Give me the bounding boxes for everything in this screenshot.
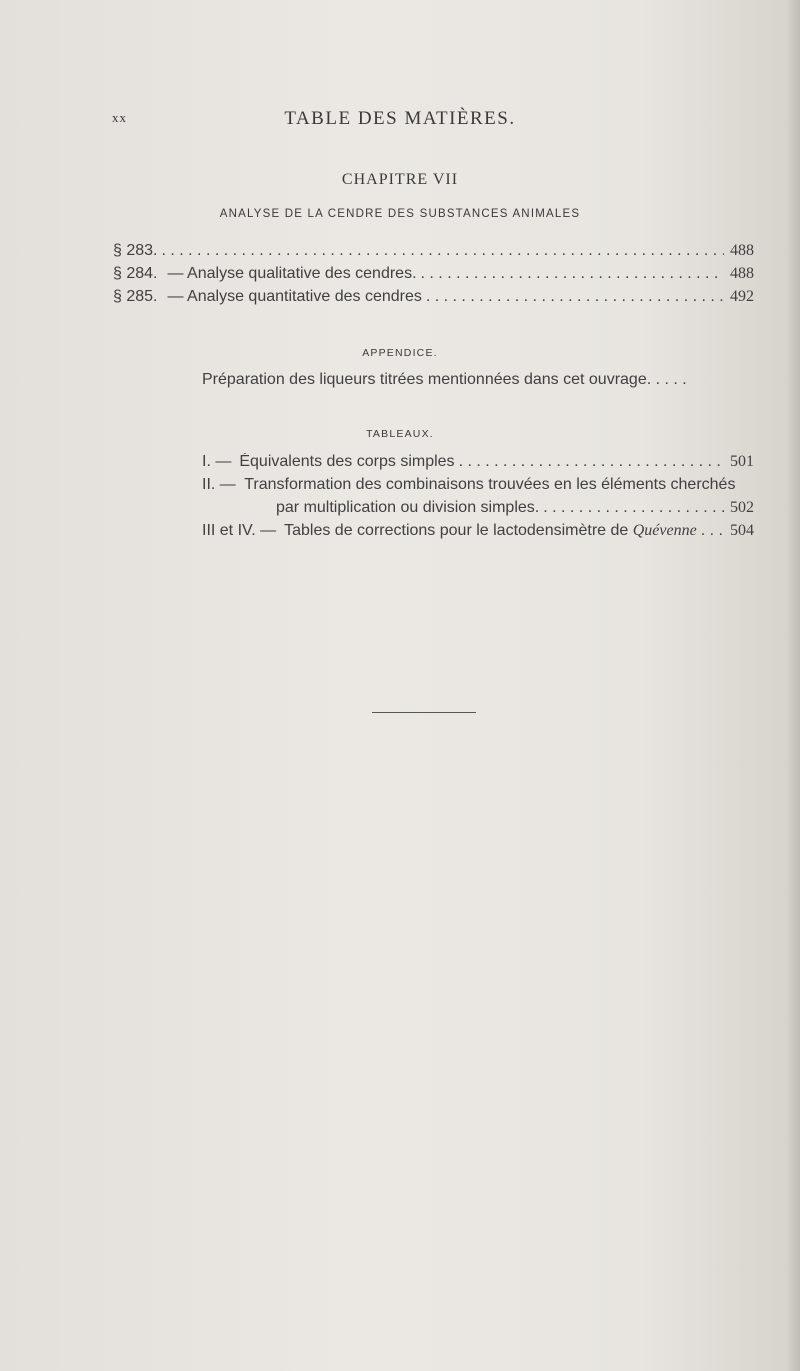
running-head	[0, 108, 800, 132]
page-folio: xx	[112, 110, 127, 125]
tableaux-heading: TABLEAUX.	[366, 428, 434, 440]
entry-label: Transformation des combinaisons trouvées en les éléments cherchés	[244, 476, 736, 493]
table-entry-1	[202, 453, 754, 471]
toc-entry-285	[113, 288, 754, 306]
entry-label-continued: par multiplication ou division simples.	[276, 499, 540, 516]
chapter-subtitle: ANALYSE DE LA CENDRE DES SUBSTANCES ANIMALES	[219, 208, 581, 220]
page-number: 492	[730, 288, 754, 305]
entry-label-text: Tables de corrections pour le lactodensimètre de	[284, 522, 633, 539]
appendice-heading: APPENDICE.	[362, 347, 438, 359]
table-entry-2-line1	[202, 476, 735, 494]
dot-leader	[455, 453, 724, 471]
appendice-entry: Préparation des liqueurs titrées mentionnées dans cet ouvrage. . . . .	[202, 371, 687, 388]
dot-leader	[157, 242, 724, 260]
table-number: I. —	[202, 453, 232, 470]
dot-leader	[422, 288, 724, 306]
chapter-title: CHAPITRE VII	[341, 171, 459, 188]
dot-leader	[417, 265, 724, 283]
entry-label-italic: Quévenne	[632, 522, 697, 539]
entry-label: — Analyse qualitative des cendres.	[167, 265, 417, 282]
entry-label	[276, 522, 697, 540]
page-number: 502	[730, 499, 754, 516]
table-entry-3	[202, 522, 754, 540]
page-edge-shadow	[786, 0, 800, 1371]
table-number: II. —	[202, 476, 236, 493]
toc-entry-283	[113, 242, 754, 260]
dot-leader	[539, 499, 724, 517]
end-rule	[372, 712, 476, 713]
running-head-title: TABLE DES MATIÈRES.	[284, 108, 516, 129]
section-number: § 284.	[113, 265, 158, 282]
entry-label: — Analyse quantitative des cendres	[167, 288, 422, 305]
page-number: 504	[730, 522, 754, 539]
table-number: III et IV. —	[202, 522, 277, 539]
page-number: 501	[730, 453, 754, 470]
section-number: § 285.	[113, 288, 158, 305]
dot-leader	[697, 522, 724, 540]
page-number: 488	[730, 265, 754, 282]
entry-label: Équivalents des corps simples	[239, 453, 455, 470]
page-number: 488	[730, 242, 754, 259]
section-number: § 283.	[113, 242, 158, 259]
toc-entry-284	[113, 265, 754, 283]
table-entry-2-line2	[276, 499, 754, 517]
